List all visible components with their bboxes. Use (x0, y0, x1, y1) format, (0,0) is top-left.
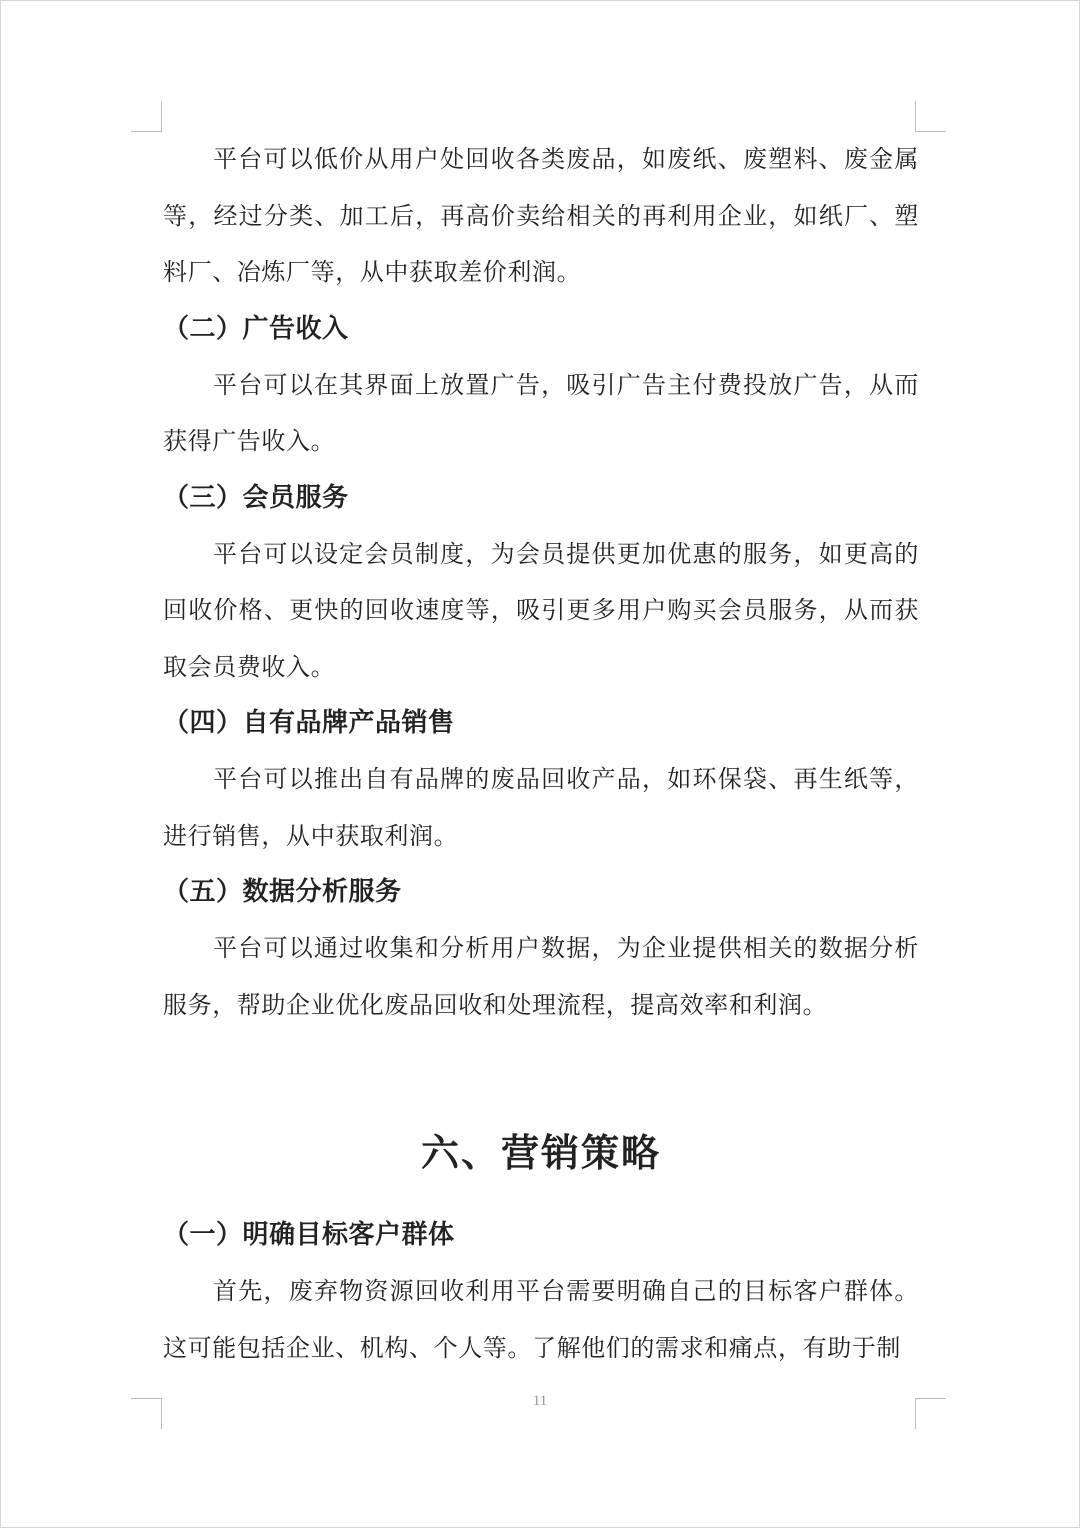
paragraph-membership: 平台可以设定会员制度，为会员提供更加优惠的服务，如更高的回收价格、更快的回收速度等，吸引更多用户购买会员服务，从而获取会员费收入。 (163, 539, 919, 681)
paragraph-resale-profit: 平台可以低价从用户处回收各类废品，如废纸、废塑料、废金属等，经过分类、加工后，再高价卖给相关的再利用企业，如纸厂、塑料厂、冶炼厂等，从中获取差价利润。 (163, 145, 919, 286)
chapter-spacer (163, 1183, 919, 1207)
heading-advertising-income: （二）广告收入 (163, 313, 349, 344)
chapter-title-marketing: 六、营销策略 (420, 1130, 661, 1175)
paragraph-own-brand: 平台可以推出自有品牌的废品回收产品，如环保袋、再生纸等，进行销售，从中获取利润。 (163, 765, 919, 850)
heading-target-customers: （一）明确目标客户群体 (163, 1220, 455, 1250)
heading-membership-service: （三）会员服务 (163, 482, 349, 513)
paragraph-target-customers: 首先，废弃物资源回收利用平台需要明确自己的目标客户群体。这可能包括企业、机构、个人等。了解他们的需求和痛点，有助于制 (163, 1277, 919, 1362)
crop-mark-top-left (131, 101, 162, 132)
section-spacer (163, 1033, 919, 1123)
heading-own-brand-sales: （四）自有品牌产品销售 (163, 708, 455, 738)
crop-mark-top-right (915, 101, 946, 132)
page-number: 11 (532, 1393, 548, 1409)
heading-data-analysis: （五）数据分析服务 (163, 877, 402, 907)
paragraph-advertising: 平台可以在其界面上放置广告，吸引广告主付费投放广告，从而获得广告收入。 (163, 370, 919, 455)
paragraph-data-analysis: 平台可以通过收集和分析用户数据，为企业提供相关的数据分析服务，帮助企业优化废品回收和处理流程，提高效率和利润。 (163, 934, 919, 1019)
page-body (163, 131, 919, 1376)
